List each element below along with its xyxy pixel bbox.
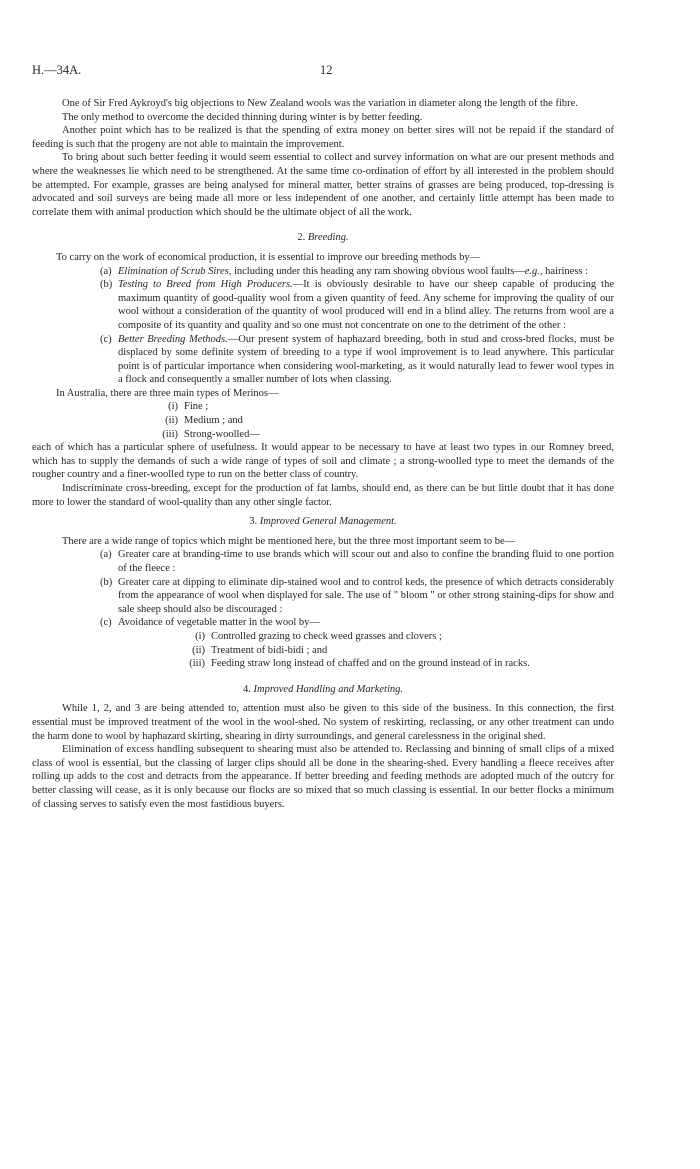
item-label: (ii) — [192, 644, 205, 656]
item-abbrev: e.g., — [524, 265, 543, 277]
item-label: (i) — [168, 401, 178, 413]
item-tail: hairiness : — [542, 265, 589, 277]
management-item-a — [100, 548, 614, 575]
breeding-item-b — [100, 278, 614, 332]
item-text — [118, 278, 614, 332]
item-title: Elimination of Scrub Sires, — [118, 265, 232, 277]
item-text: Strong-woolled— — [184, 428, 260, 440]
page-number: 12 — [320, 63, 333, 77]
item-text: Avoidance of vegetable matter in the wool by— — [118, 617, 320, 629]
vegetable-item-i — [179, 630, 614, 644]
marketing-paragraph-2: Elimination of excess handling subsequent to shearing must also be attended to. Reclassing and binning of small clips of a mixed class of wool is essential, but the classing of larger clips should all be done in the shearing-shed. Every handling a fleece receives after rolling up adds to the cost and detracts from the appearance. If better breeding and feeding methods are adopted much of the outcry for better classing will cease, as it is only because our flocks are so mixed that so much classing is essential. In our better flocks a minimum of classing serves to satisfy even the most fastidious buyers. — [32, 744, 614, 810]
section-title: Breeding. — [307, 232, 349, 244]
cross-breeding-paragraph: Indiscriminate cross-breeding, except for the production of fat lambs, should end, as there can be but little doubt that it has done more to lower the standard of wool-quality than any other single factor. — [32, 483, 614, 508]
item-text — [118, 265, 614, 279]
document-reference: H.—34A. — [32, 63, 82, 77]
item-text: Greater care at dipping to eliminate dip-stained wool and to control keds, the presence of which detracts considerably from the appearance of wool when displayed for sale. The use of " bloom " or other strong staining-dips for show and sale sheep should also be discouraged : — [118, 576, 614, 615]
intro-paragraph-1: One of Sir Fred Aykroyd's big objections to New Zealand wools was the variation in diameter along the length of the fibre. — [62, 98, 578, 109]
vegetable-item-ii — [179, 644, 614, 658]
item-text: Treatment of bidi-bidi ; and — [211, 644, 328, 656]
item-label: (i) — [195, 630, 205, 642]
page-body — [32, 97, 614, 811]
breeding-lead: To carry on the work of economical production, it is essential to improve our breeding methods by— — [56, 251, 481, 263]
item-title: Testing to Breed from High Producers. — [118, 279, 293, 291]
section-title: Improved Handling and Marketing. — [253, 683, 403, 695]
intro-paragraph-4: To bring about such better feeding it would seem essential to collect and survey information on what are our present methods and where the weaknesses lie which need to be strengthened. At the same time co-ordination of effort by all interested in the problem should be attempted. For example, grasses are being analysed for mineral matter, better strains of grasses are being produced, top-dressing is advocated and soil surveys are being made all more or less independent of one another, and certainly little attempt has been made to correlate them with animal production which should be the ultimate object of all the work. — [32, 152, 614, 218]
item-text: Feeding straw long instead of chaffed and on the ground instead of in racks. — [211, 658, 530, 670]
item-text: Controlled grazing to check weed grasses and clovers ; — [211, 630, 442, 642]
item-label: (c) — [100, 333, 112, 345]
section-number: 3. — [249, 516, 258, 528]
item-body: —Our present system of haphazard breeding, both in stud and cross-bred flocks, must be displaced by some definite system of breeding to a type if wool improvement is to lead anywhere. This particular point is of particular importance when considering wool-marketing, as it would naturally lead to fewer wool types in a flock and consequently a smaller number of lots when classing. — [118, 333, 614, 386]
intro-paragraph-3: Another point which has to be realized is that the spending of extra money on better sires will not be repaid if the standard of feeding is such that the progeny are not able to maintain the improvement. — [32, 125, 614, 150]
item-text — [118, 333, 614, 387]
merino-types-paragraph: each of which has a particular sphere of usefulness. It would appear to be necessary to have at least two types in our Romney breed, which has to supply the demands of such a wide range of types of soil and climate ; a strong-woolled type to meet the demands of the rougher country and a finer-woolled type to run on the better class of country. — [32, 442, 614, 481]
item-label: (c) — [100, 617, 112, 629]
merino-type-strong — [152, 428, 614, 442]
section-heading-marketing — [32, 683, 614, 697]
item-label: (b) — [100, 279, 113, 291]
item-label: (ii) — [165, 415, 178, 427]
management-item-b — [100, 576, 614, 617]
marketing-paragraph-1: While 1, 2, and 3 are being attended to, attention must also be given to this side of the business. In this connection, the first essential must be improved treatment of the wool in the wool-shed. No system of reskirting, reclassing, or any other treatment can undo the harm done to wool by haphazard skirting, shearing in dirty surroundings, and general carelessness in the original shed. — [32, 703, 614, 742]
section-heading-breeding — [32, 231, 614, 245]
item-text: Medium ; and — [184, 415, 243, 427]
breeding-item-a — [100, 265, 614, 279]
breeding-item-c — [100, 333, 614, 387]
item-label: (iii) — [189, 658, 205, 670]
management-lead: There are a wide range of topics which might be mentioned here, but the three most important seem to be— — [62, 535, 516, 547]
item-text: Fine ; — [184, 401, 209, 413]
merino-type-fine — [152, 400, 614, 414]
item-label: (iii) — [162, 428, 178, 440]
item-title: Better Breeding Methods. — [118, 333, 228, 345]
item-body: including under this heading any ram showing obvious wool faults— — [231, 265, 525, 277]
item-label: (a) — [100, 549, 112, 561]
item-label: (a) — [100, 265, 112, 277]
vegetable-item-iii — [179, 657, 614, 671]
australia-lead: In Australia, there are three main types of Merinos— — [56, 387, 279, 399]
management-item-c — [100, 616, 614, 630]
intro-paragraph-2: The only method to overcome the decided thinning during winter is by better feeding. — [62, 111, 423, 123]
section-heading-management — [32, 515, 614, 529]
item-body: —It is obviously desirable to have our sheep capable of producing the maximum quantity of good-quality wool from a given quantity of feed. Any scheme for improving the quality of our wool without a consideration of the quantity of wool produced will end in a blind alley. The returns from wool are a composite of its quantity and quality and so one must not concentrate on one to the detriment of the other : — [118, 279, 615, 331]
item-label: (b) — [100, 576, 113, 588]
section-number: 2. — [297, 232, 306, 244]
section-title: Improved General Management. — [259, 516, 397, 528]
section-number: 4. — [242, 683, 251, 695]
item-text: Greater care at branding-time to use brands which will scour out and also to confine the branding fluid to one portion of the fleece : — [118, 549, 614, 574]
merino-type-medium — [152, 414, 614, 428]
